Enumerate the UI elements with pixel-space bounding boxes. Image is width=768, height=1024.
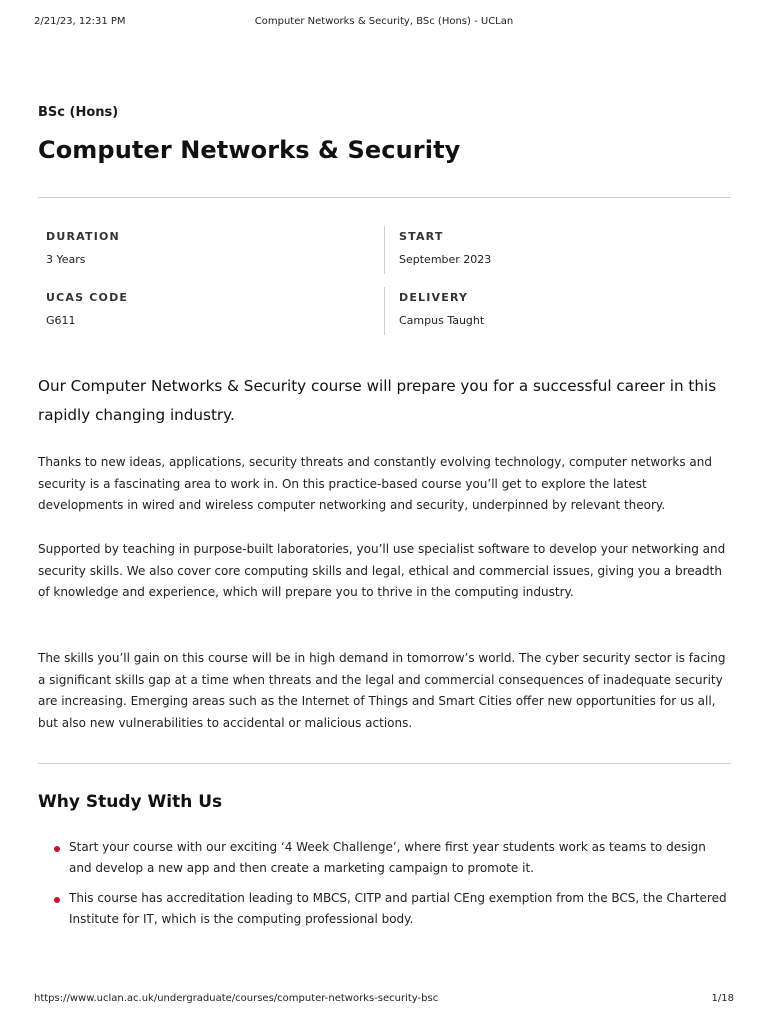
print-datetime: 2/21/23, 12:31 PM bbox=[34, 16, 126, 27]
list-item-text: This course has accreditation leading to MBCS, CITP and partial CEng exemption from the BCS, the Chartered Institute for IT, which is the computing professional body. bbox=[69, 891, 727, 926]
course-award: BSc (Hons) bbox=[38, 105, 119, 120]
fact-label: START bbox=[399, 230, 444, 243]
divider bbox=[38, 763, 731, 764]
fact-start bbox=[384, 226, 729, 274]
fact-label: DELIVERY bbox=[399, 291, 469, 304]
list-item bbox=[38, 837, 731, 879]
why-study-list bbox=[38, 837, 731, 939]
fact-label: DURATION bbox=[46, 230, 120, 243]
list-item bbox=[38, 888, 731, 930]
fact-ucas-code bbox=[38, 287, 368, 335]
print-page-title: Computer Networks & Security, BSc (Hons) - UCLan bbox=[254, 16, 514, 27]
print-header bbox=[34, 16, 734, 30]
print-url: https://www.uclan.ac.uk/undergraduate/courses/computer-networks-security-bsc bbox=[34, 993, 439, 1004]
fact-value: Campus Taught bbox=[399, 314, 485, 327]
page-number: 1/18 bbox=[711, 993, 734, 1004]
fact-value: September 2023 bbox=[399, 253, 492, 266]
fact-value: 3 Years bbox=[46, 253, 86, 266]
intro-paragraph: Supported by teaching in purpose-built laboratories, you’ll use specialist software to develop your networking and security skills. We also cover core computing skills and legal, ethical and commercial issues, giving you a breadth of knowledge and experience, which will prepare you to thrive in the computing industry. bbox=[38, 542, 726, 600]
intro-paragraph: Thanks to new ideas, applications, security threats and constantly evolving technology, computer networks and security is a fascinating area to work in. On this practice-based course you’ll get to explore the latest developments in wired and wireless computer networking and security, underpinned by relevant theory. bbox=[38, 455, 713, 513]
page-title: Computer Networks & Security bbox=[38, 136, 461, 164]
divider bbox=[38, 197, 731, 198]
fact-label: UCAS CODE bbox=[46, 291, 129, 304]
intro-paragraph: The skills you’ll gain on this course will be in high demand in tomorrow’s world. The cyber security sector is facing a significant skills gap at a time when threats and the legal and commercial consequences of inadequate security are increasing. Emerging areas such as the Internet of Things and Smart Cities offer new opportunities for us all, but also new vulnerabilities to accidental or malicious actions. bbox=[38, 651, 726, 731]
fact-duration bbox=[38, 226, 368, 274]
fact-delivery bbox=[384, 287, 729, 335]
intro-lead: Our Computer Networks & Security course will prepare you for a successful career in this rapidly changing industry. bbox=[38, 377, 717, 424]
section-heading: Why Study With Us bbox=[38, 792, 223, 812]
fact-value: G611 bbox=[46, 314, 76, 327]
print-footer bbox=[34, 993, 734, 1007]
bullet-dot-icon bbox=[54, 846, 60, 852]
list-item-text: Start your course with our exciting ‘4 Week Challenge’, where first year students work as teams to design and develop a new app and then create a marketing campaign to promote it. bbox=[69, 840, 706, 875]
bullet-dot-icon bbox=[54, 897, 60, 903]
